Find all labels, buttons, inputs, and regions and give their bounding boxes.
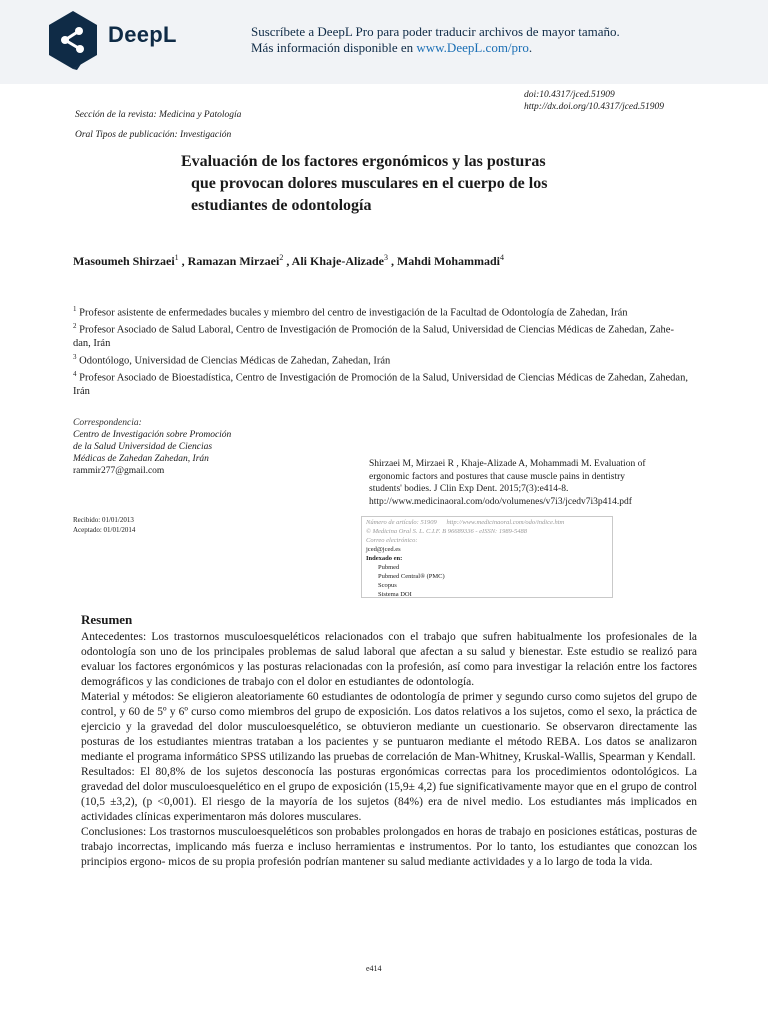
deepl-banner bbox=[0, 0, 768, 84]
author-affiliation-mark: 4 bbox=[500, 253, 504, 262]
author-list bbox=[73, 253, 504, 269]
affiliation-text: Odontólogo, Universidad de Ciencias Médicas de Zahedan, Zahedan, Irán bbox=[76, 355, 391, 366]
index-item: Pubmed bbox=[378, 564, 400, 571]
doi-url[interactable]: http://dx.doi.org/10.4317/jced.51909 bbox=[524, 102, 665, 112]
correspondence-line-2: de la Salud Universidad de Ciencias bbox=[73, 442, 213, 452]
title-line-1: Evaluación de los factores ergonómicos y las posturas bbox=[181, 153, 546, 170]
banner-info bbox=[251, 40, 532, 56]
index-item: Pubmed Central® (PMC) bbox=[378, 573, 445, 580]
affiliation-number: 3 bbox=[73, 352, 77, 361]
received-date: Recibido: 01/01/2013 bbox=[73, 516, 134, 524]
accepted-date: Aceptado: 01/01/2014 bbox=[73, 526, 136, 534]
section-line-1: Sección de la revista: Medicina y Patología bbox=[75, 110, 242, 120]
abstract-methods: Material y métodos: Se eligieron aleatoriamente 60 estudiantes de odontología de primer y segundo curso como sujetos del grupo de control, y 60 de 5º y 6º curso como miembros del grupo de exposición. Los datos relativos a los sujetos, como el sexo, la práctica de ejercicio y la gravedad del dolor musculoesquelético, se obtuvieron mediante un cuestionario. Se observaron directamente las posturas de los estudiantes mientras trataban a los pacientes y se puntuaron mediante el método REBA. Los datos se analizaron mediante el programa informático SPSS utilizando las pruebas de correlación de Man-Whitney, Kruskal-Wallis, Spearman y Kendall. bbox=[81, 691, 697, 763]
title-line-2: que provocan dolores musculares en el cuerpo de los bbox=[191, 175, 548, 192]
affiliation-item bbox=[73, 351, 693, 368]
affiliation-number: 2 bbox=[73, 322, 77, 330]
abstract-results: Resultados: El 80,8% de los sujetos desconocía las posturas ergonómicas correctas para los procedimientos odontológicos. La gravedad del dolor musculoesquelético en el grupo de exposición (15,9± 4,2) fue significativamente mayor que en el grupo de control (10,5 ±3,2), (p <0,001). El riesgo de la mayoría de los sujetos (84%) era de nivel medio. Los estudiantes más implicados en actividades clínicas experimentaron más dolores musculares. bbox=[81, 766, 697, 823]
banner-message: Suscríbete a DeepL Pro para poder traducir archivos de mayor tamaño. bbox=[251, 24, 620, 39]
author-name: Masoumeh Shirzaei bbox=[73, 254, 175, 268]
journal-section bbox=[75, 105, 241, 145]
citation-line-1: Shirzaei M, Mirzaei R , Khaje-Alizade A, Mohammadi M. Evaluation of bbox=[369, 459, 646, 469]
abstract-conclusions: Conclusiones: Los trastornos musculoesqueléticos son probables prolongados en horas de trabajo en posiciones estáticas, posturas de trabajo incorrectas, implicando más fuerza e incluso herramientas e instrumentos. Por lo tanto, los estudiantes que conozcan los principios ergono- micos de su propia profesión podrían mantener su salud mediante actividades y a lo largo de toda la vida. bbox=[81, 826, 697, 868]
article-number-line bbox=[366, 518, 608, 527]
citation-line-2: ergonomic factors and postures that cause muscle pains in dentistry bbox=[369, 471, 625, 482]
author-name: Ramazan Mirzaei bbox=[187, 254, 280, 268]
affiliation-number: 1 bbox=[73, 305, 77, 313]
correspondence-line-1: Centro de Investigación sobre Promoción bbox=[73, 430, 232, 440]
deepl-pro-link[interactable]: www.DeepL.com/pro bbox=[416, 40, 529, 55]
correspondence-label: Correspondencia: bbox=[73, 418, 142, 428]
author-separator: , bbox=[283, 254, 292, 268]
author-name: Mahdi Mohammadi bbox=[396, 254, 500, 268]
author-name: Ali Khaje-Alizade bbox=[291, 254, 384, 268]
index-item: Sistema DOI bbox=[378, 591, 412, 598]
affiliations bbox=[73, 303, 693, 398]
affiliation-item bbox=[73, 303, 693, 320]
indexed-label: Indexado en: bbox=[366, 555, 403, 562]
author-separator: , bbox=[178, 254, 188, 268]
correspondence-block bbox=[73, 417, 231, 477]
page-number: e414 bbox=[366, 964, 382, 973]
article-dates bbox=[73, 515, 135, 535]
citation-line-3: students' bodies. J Clin Exp Dent. 2015;7(3):e414-8. bbox=[369, 484, 569, 494]
author-separator: , bbox=[387, 254, 397, 268]
banner-info-suffix: . bbox=[528, 40, 533, 55]
article-number: Número de artículo: 51909 bbox=[366, 519, 437, 526]
journal-site[interactable]: http://www.medicinaoral.com/odo/indice.htm bbox=[446, 519, 565, 526]
deepl-logo-icon bbox=[47, 10, 99, 70]
affiliation-text: Profesor Asociado de Bioestadística, Centro de Investigación de Promoción de la Salud, Universidad de Ciencias Médicas de Zahedan, Zahedan, Irán bbox=[73, 372, 688, 397]
affiliation-text: Profesor asistente de enfermedades bucales y miembro del centro de investigación de la Facultad de Odontología de Zahedan, Irán bbox=[76, 307, 628, 319]
journal-email[interactable]: jced@jced.es bbox=[366, 546, 401, 553]
correspondence-line-3: Médicas de Zahedan Zahedan, Irán bbox=[73, 454, 209, 464]
abstract-heading: Resumen bbox=[81, 612, 133, 627]
abstract-body bbox=[81, 630, 697, 870]
affiliation-item bbox=[73, 368, 693, 399]
title-line-3: estudiantes de odontología bbox=[191, 197, 372, 214]
deepl-logo-text: DeepL bbox=[108, 22, 177, 47]
citation-url[interactable]: http://www.medicinaoral.com/odo/volumenes/v7i3/jcedv7i3p414.pdf bbox=[369, 496, 632, 507]
journal-info-box bbox=[361, 516, 613, 598]
doi-id: doi:10.4317/jced.51909 bbox=[524, 90, 615, 100]
email-label: Correo electrónico: bbox=[366, 537, 418, 544]
doi-block bbox=[524, 89, 664, 113]
copyright-line: © Medicina Oral S. L. C.I.F. B 96689336 - eISSN: 1989-5488 bbox=[366, 528, 527, 535]
author-affiliation-mark: 1 bbox=[174, 253, 179, 262]
correspondence-email[interactable]: rammir277@gmail.com bbox=[73, 466, 165, 476]
banner-info-prefix: Más información disponible en bbox=[251, 40, 417, 55]
author-affiliation-mark: 3 bbox=[383, 253, 388, 262]
author-affiliation-mark: 2 bbox=[279, 253, 284, 262]
affiliation-text: Profesor Asociado de Salud Laboral, Centro de Investigación de Promoción de la Salud, Universidad de Ciencias Médicas de Zahedan, Zahe- dan, Irán bbox=[73, 324, 674, 349]
index-item: Scopus bbox=[378, 582, 397, 589]
paper-title bbox=[181, 151, 621, 217]
affiliation-number: 4 bbox=[73, 369, 77, 378]
abstract-background: Antecedentes: Los trastornos musculoesqueléticos relacionados con el trabajo que sufren habitualmente los profesionales de la odontología son uno de los principales problemas de salud laboral que afectan a su salud y bienestar. Este estudio se realizó para evaluar los factores ergonómicos y las posturas relacionadas con la profesión, así como para investigar la relación entre los factores demográficos y las condiciones de trabajo con el dolor en estudiantes de odontología. bbox=[81, 631, 697, 688]
section-line-2: Oral Tipos de publicación: Investigación bbox=[75, 130, 232, 140]
citation-block bbox=[369, 458, 679, 508]
affiliation-item bbox=[73, 320, 693, 351]
